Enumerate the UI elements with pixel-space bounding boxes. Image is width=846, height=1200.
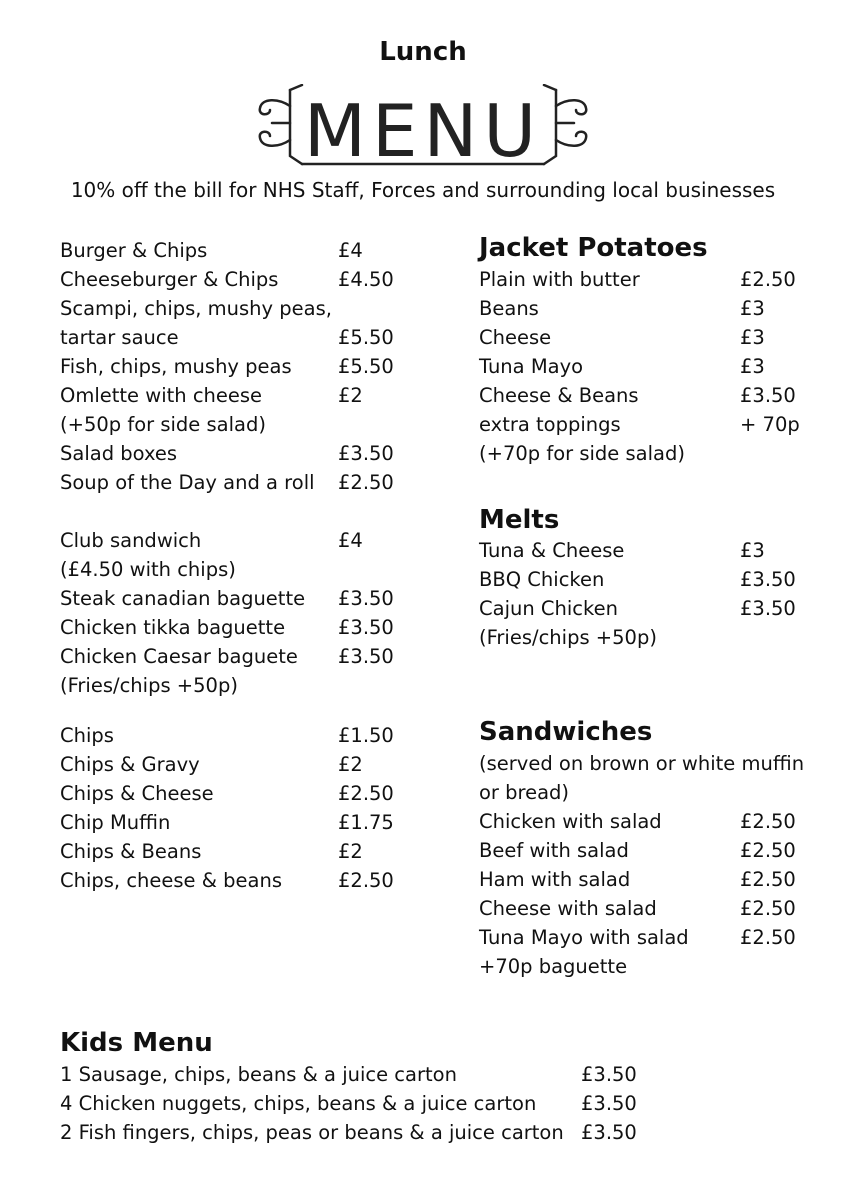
menu-item-name: Cajun Chicken [479,597,618,620]
menu-item [60,613,394,642]
menu-item-name: Cheeseburger & Chips [60,268,279,291]
menu-item [60,1089,637,1118]
menu-item [479,836,796,865]
menu-item [479,894,796,923]
menu-item [60,671,238,700]
menu-subtitle: Lunch [379,37,467,67]
menu-item-price: £3 [740,539,765,562]
menu-item-price: £2.50 [740,926,796,949]
menu-item [60,323,394,352]
menu-item [60,642,394,671]
menu-item [60,526,363,555]
menu-item [60,439,394,468]
menu-item [60,1060,637,1089]
menu-item-price: £2.50 [338,471,394,494]
menu-item [60,294,332,323]
menu-item-price: £4.50 [338,268,394,291]
menu-item-name: Chicken Caesar baguete [60,645,298,668]
menu-item-name: Plain with butter [479,268,640,291]
menu-item [479,381,796,410]
menu-item [479,807,796,836]
menu-item [479,923,796,952]
menu-item-name: Beans [479,297,539,320]
menu-item-price: £2.50 [740,268,796,291]
menu-item-price: £2.50 [740,897,796,920]
menu-item-name: (£4.50 with chips) [60,558,236,581]
menu-item-name: Cheese & Beans [479,384,639,407]
menu-item [60,236,363,265]
menu-item [479,265,796,294]
menu-item [479,323,765,352]
menu-item [60,750,363,779]
menu-item-price: £2.50 [338,869,394,892]
menu-item [60,352,394,381]
sandwiches-heading: Sandwiches [479,717,653,747]
menu-item [479,439,685,468]
menu-item-price: £3 [740,326,765,349]
menu-item-name: Fish, chips, mushy peas [60,355,292,378]
menu-item [60,555,236,584]
menu-item-price: £3 [740,355,765,378]
menu-item-price: £2.50 [740,868,796,891]
menu-item-name: 2 Fish fingers, chips, peas or beans & a juice carton [60,1121,564,1144]
menu-item [479,865,796,894]
menu-item-name: Soup of the Day and a roll [60,471,315,494]
menu-item [60,866,394,895]
menu-item-price: £2.50 [740,810,796,833]
menu-item-name: Steak canadian baguette [60,587,306,610]
menu-item [479,294,765,323]
menu-item-name: (+70p for side salad) [479,442,685,465]
menu-item-price: £3.50 [338,645,394,668]
menu-item [479,594,796,623]
menu-item [60,779,394,808]
menu-item-name: Ham with salad [479,868,631,891]
menu-item-name: extra toppings [479,413,621,436]
menu-item-name: Scampi, chips, mushy peas, [60,297,332,320]
menu-item-name: Chip Muffin [60,811,171,834]
menu-item-name: (+50p for side salad) [60,413,266,436]
menu-item-name: Tuna Mayo with salad [479,926,689,949]
menu-item-name: BBQ Chicken [479,568,605,591]
menu-item [479,536,765,565]
sandwiches-note: or bread) [479,781,570,804]
jacket-potatoes-heading: Jacket Potatoes [479,233,708,263]
menu-item-price: £3.50 [338,616,394,639]
menu-item-price: £2.50 [740,839,796,862]
menu-title-banner [250,84,596,170]
menu-item-price: £2 [338,384,363,407]
sandwiches-note: (served on brown or white muffin [479,752,805,775]
menu-item-price: £3.50 [740,384,796,407]
menu-item-price: £2 [338,840,363,863]
menu-item-name: Omlette with cheese [60,384,263,407]
menu-item-name: Tuna & Cheese [479,539,625,562]
menu-item [60,584,394,613]
menu-item [60,1118,637,1147]
menu-item-price: + 70p [740,413,800,436]
menu-item-name: Burger & Chips [60,239,208,262]
menu-item-price: £3.50 [581,1121,637,1144]
menu-item [479,410,800,439]
menu-item-price: £1.75 [338,811,394,834]
menu-item-name: Club sandwich [60,529,202,552]
menu-item-price: £2.50 [338,782,394,805]
menu-item-name: Cheese with salad [479,897,657,920]
menu-item-name: Chips & Cheese [60,782,214,805]
menu-item-price: £5.50 [338,355,394,378]
menu-title: MENU [303,89,543,170]
menu-item-name: (Fries/chips +50p) [60,674,238,697]
menu-item [60,837,363,866]
menu-item-price: £4 [338,529,363,552]
kids-menu-heading: Kids Menu [60,1028,213,1058]
discount-offer: 10% off the bill for NHS Staff, Forces and surrounding local businesses [70,178,776,202]
menu-item-price: £3.50 [740,597,796,620]
menu-item-price: £3.50 [338,587,394,610]
menu-item-name: Chicken tikka baguette [60,616,286,639]
menu-item-name: Salad boxes [60,442,178,465]
menu-item [479,952,627,981]
menu-item [60,808,394,837]
menu-item-price: £3 [740,297,765,320]
melts-heading: Melts [479,505,560,535]
menu-item-name: Tuna Mayo [479,355,584,378]
menu-item-price: £3.50 [338,442,394,465]
menu-item-price: £1.50 [338,724,394,747]
menu-item-name: tartar sauce [60,326,179,349]
menu-item-name: Chips, cheese & beans [60,869,283,892]
menu-item-price: £3.50 [581,1092,637,1115]
menu-item-name: Cheese [479,326,552,349]
menu-item [479,623,657,652]
menu-item-name: (Fries/chips +50p) [479,626,657,649]
menu-item-price: £2 [338,753,363,776]
menu-item-name: Chicken with salad [479,810,662,833]
menu-item [479,352,765,381]
menu-item-price: £4 [338,239,363,262]
menu-item [60,721,394,750]
menu-item [60,381,363,410]
menu-item-name: Chips [60,724,114,747]
menu-item-name: +70p baguette [479,955,628,978]
menu-item-name: Chips & Gravy [60,753,200,776]
menu-item [60,410,266,439]
menu-item [479,565,796,594]
menu-item-price: £3.50 [581,1063,637,1086]
menu-item-name: Beef with salad [479,839,629,862]
menu-item-price: £3.50 [740,568,796,591]
menu-item-name: 1 Sausage, chips, beans & a juice carton [60,1063,457,1086]
menu-item [60,265,394,294]
menu-item [60,468,394,497]
menu-item-name: Chips & Beans [60,840,202,863]
menu-item-price: £5.50 [338,326,394,349]
menu-item-name: 4 Chicken nuggets, chips, beans & a juice carton [60,1092,537,1115]
